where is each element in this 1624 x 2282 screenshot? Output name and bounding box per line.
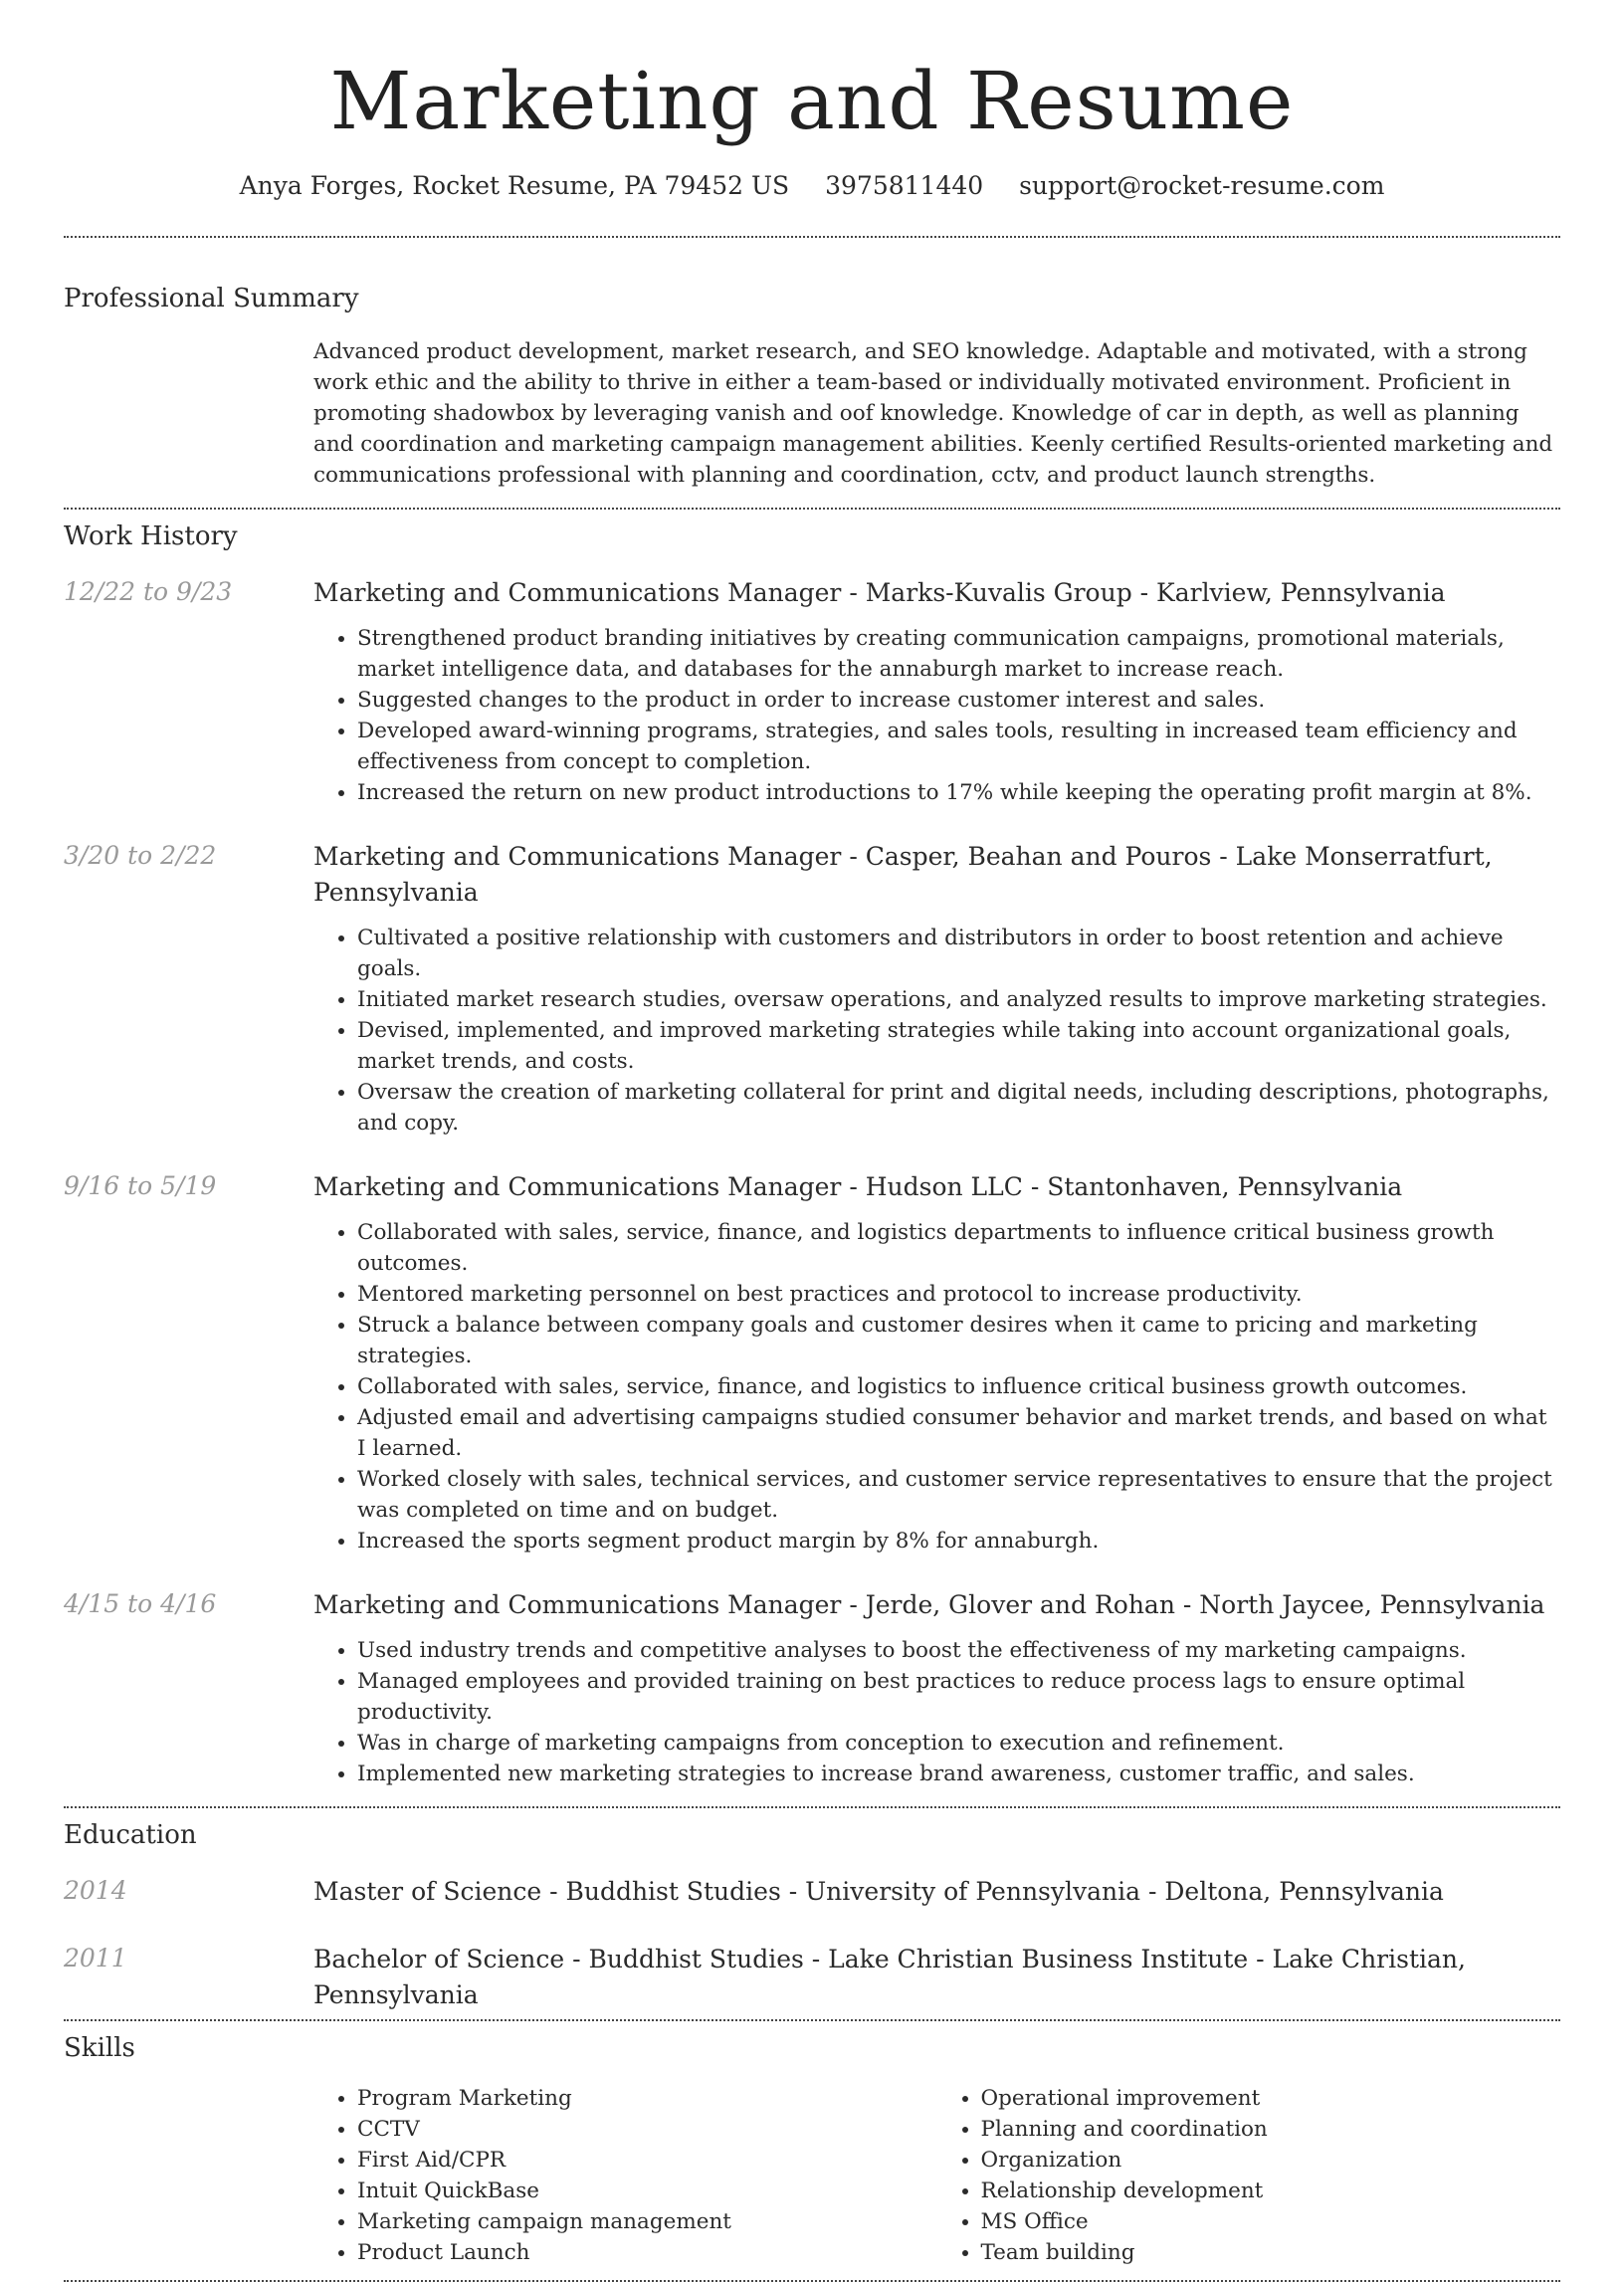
education-degree: Master of Science - Buddhist Studies - University of Pennsylvania - Deltona, Pennsylvania xyxy=(313,1877,1444,1906)
job-entry xyxy=(64,839,1560,1139)
skill-item: • CCTV xyxy=(357,2114,937,2145)
divider xyxy=(64,508,1560,510)
job-bullet: • Implemented new marketing strategies to increase brand awareness, customer traffic, and sales. xyxy=(357,1759,1560,1789)
skill-item: • Marketing campaign management xyxy=(357,2206,937,2237)
summary-heading: Professional Summary xyxy=(64,284,359,313)
skill-item: • Relationship development xyxy=(981,2176,1561,2206)
job-bullets xyxy=(313,623,1560,808)
summary-text: Advanced product development, market research, and SEO knowledge. Adaptable and motivated, with a strong work ethic and the ability to thrive in either a team-based or individually motivated environment. Proficient in promoting shadowbox by leveraging vanish and oof knowledge. Knowledge of car in depth, as well as planning and coordination and marketing campaign management abilities. Keenly certified Results-oriented marketing and communications professional with planning and coordination, cctv, and product launch strengths. xyxy=(313,339,1553,488)
job-bullet: • Increased the return on new product introductions to 17% while keeping the operating profit margin at 8%. xyxy=(357,777,1560,808)
divider xyxy=(64,1806,1560,1808)
job-bullet: • Increased the sports segment product margin by 8% for annaburgh. xyxy=(357,1526,1560,1556)
job-bullet: • Devised, implemented, and improved marketing strategies while taking into account organizational goals, market trends, and costs. xyxy=(357,1015,1560,1077)
job-bullet: • Was in charge of marketing campaigns from conception to execution and refinement. xyxy=(357,1728,1560,1759)
job-title: Marketing and Communications Manager - Casper, Beahan and Pouros - Lake Monserratfurt, Pennsylvania xyxy=(313,842,1493,907)
skills-heading: Skills xyxy=(64,2033,135,2063)
job-date: 3/20 to 2/22 xyxy=(64,841,217,870)
work-section xyxy=(64,519,1560,1789)
resume-page xyxy=(64,0,1560,2282)
job-bullet: • Oversaw the creation of marketing collateral for print and digital needs, including descriptions, photographs, and copy. xyxy=(357,1077,1560,1139)
job-bullet: • Managed employees and provided training on best practices to reduce process lags to ensure optimal productivity. xyxy=(357,1666,1560,1728)
contact-email: support@rocket-resume.com xyxy=(1019,171,1385,200)
job-bullet: • Adjusted email and advertising campaigns studied consumer behavior and market trends, and based on what I learned. xyxy=(357,1402,1560,1464)
job-bullet: • Used industry trends and competitive analyses to boost the effectiveness of my marketing campaigns. xyxy=(357,1635,1560,1666)
job-title: Marketing and Communications Manager - Jerde, Glover and Rohan - North Jaycee, Pennsylvania xyxy=(313,1590,1545,1619)
job-bullet: • Collaborated with sales, service, finance, and logistics departments to influence critical business growth outcomes. xyxy=(357,1217,1560,1279)
summary-section xyxy=(64,282,1560,491)
skill-item: • Intuit QuickBase xyxy=(357,2176,937,2206)
skill-item: • Planning and coordination xyxy=(981,2114,1561,2145)
job-bullet: • Initiated market research studies, oversaw operations, and analyzed results to improve marketing strategies. xyxy=(357,984,1560,1015)
work-heading: Work History xyxy=(64,521,238,551)
job-date: 4/15 to 4/16 xyxy=(64,1589,217,1618)
education-heading: Education xyxy=(64,1820,197,1850)
contact-line xyxy=(64,169,1560,203)
skill-item: • Product Launch xyxy=(357,2237,937,2268)
skills-section xyxy=(64,2031,1560,2268)
skill-item: • Organization xyxy=(981,2145,1561,2176)
job-date: 9/16 to 5/19 xyxy=(64,1171,217,1200)
skills-list-right xyxy=(937,2083,1561,2268)
job-bullet: • Struck a balance between company goals and customer desires when it came to pricing and marketing strategies. xyxy=(357,1310,1560,1371)
job-bullets xyxy=(313,923,1560,1139)
job-bullet: • Worked closely with sales, technical services, and customer service representatives to ensure that the project was completed on time and on budget. xyxy=(357,1464,1560,1526)
job-title: Marketing and Communications Manager - Hudson LLC - Stantonhaven, Pennsylvania xyxy=(313,1172,1403,1201)
job-bullet: • Collaborated with sales, service, finance, and logistics to influence critical business growth outcomes. xyxy=(357,1371,1560,1402)
job-entry xyxy=(64,575,1560,808)
job-entry xyxy=(64,1587,1560,1789)
education-entry xyxy=(64,1874,1560,1910)
job-bullet: • Cultivated a positive relationship with customers and distributors in order to boost retention and achieve goals. xyxy=(357,923,1560,984)
job-bullet: • Mentored marketing personnel on best practices and protocol to increase productivity. xyxy=(357,1279,1560,1310)
job-entry xyxy=(64,1169,1560,1556)
resume-title: Marketing and Resume xyxy=(329,55,1295,147)
job-bullet: • Suggested changes to the product in order to increase customer interest and sales. xyxy=(357,685,1560,716)
divider xyxy=(64,236,1560,238)
education-year: 2014 xyxy=(64,1876,127,1905)
divider xyxy=(64,2019,1560,2021)
job-date: 12/22 to 9/23 xyxy=(64,577,233,606)
job-title: Marketing and Communications Manager - Marks-Kuvalis Group - Karlview, Pennsylvania xyxy=(313,578,1446,607)
job-bullet: • Developed award-winning programs, strategies, and sales tools, resulting in increased team efficiency and effectiveness from concept to completion. xyxy=(357,716,1560,777)
education-year: 2011 xyxy=(64,1944,127,1972)
contact-phone: 3975811440 xyxy=(825,171,984,200)
skill-item: • Team building xyxy=(981,2237,1561,2268)
education-entry xyxy=(64,1942,1560,2013)
education-section xyxy=(64,1818,1560,2013)
skill-item: • Program Marketing xyxy=(357,2083,937,2114)
skill-item: • First Aid/CPR xyxy=(357,2145,937,2176)
education-degree: Bachelor of Science - Buddhist Studies - Lake Christian Business Institute - Lake Christian, Pennsylvania xyxy=(313,1945,1466,2009)
skills-list-left xyxy=(313,2083,937,2268)
job-bullet: • Strengthened product branding initiatives by creating communication campaigns, promotional materials, market intelligence data, and databases for the annaburgh market to increase reach. xyxy=(357,623,1560,685)
skill-item: • MS Office xyxy=(981,2206,1561,2237)
job-bullets xyxy=(313,1635,1560,1789)
contact-address: Anya Forges, Rocket Resume, PA 79452 US xyxy=(239,171,790,200)
skill-item: • Operational improvement xyxy=(981,2083,1561,2114)
job-bullets xyxy=(313,1217,1560,1556)
